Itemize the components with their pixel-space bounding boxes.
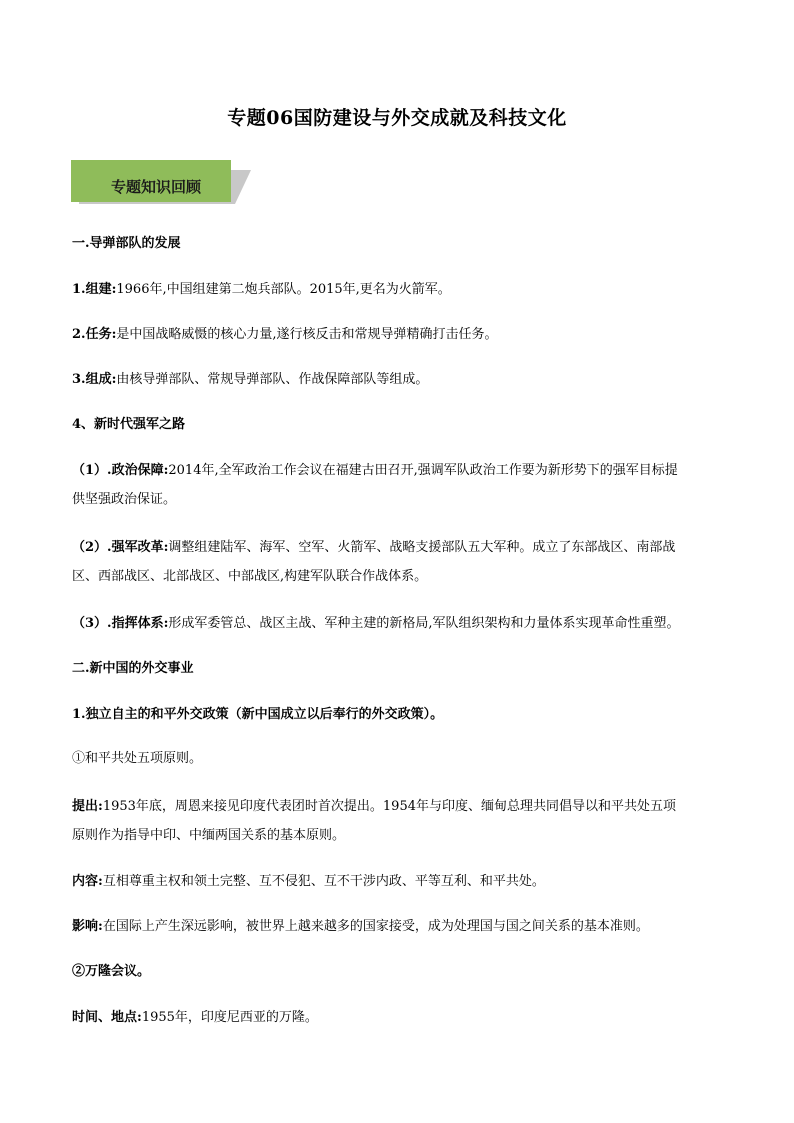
paragraph-content: 内容:互相尊重主权和领土完整、互不侵犯、互不干涉内政、平等互利、和平共处。 (72, 874, 545, 889)
paragraph-formation: 1.组建:1966年,中国组建第二炮兵部队。2015年,更名为火箭军。 (72, 282, 451, 297)
paragraph-composition: 3.组成:由核导弹部队、常规导弹部队、作战保障部队等组成。 (72, 372, 429, 387)
item-bandung: ②万隆会议。 (72, 964, 151, 979)
paragraph-reform: （2）.强军改革:调整组建陆军、海军、空军、火箭军、战略支援部队五大军种。成立了东部战区、南部战 (72, 540, 676, 555)
paragraph-proposed-cont: 原则作为指导中印、中缅两国关系的基本原则。 (72, 828, 346, 843)
paragraph-political-cont: 供坚强政治保证。 (72, 492, 177, 507)
heading-missile-forces: 一.导弹部队的发展 (72, 236, 181, 251)
paragraph-proposed: 提出:1953年底，周恩来接见印度代表团时首次提出。1954年与印度、缅甸总理共同倡导以和平共处五项 (72, 799, 676, 814)
paragraph-reform-cont: 区、西部战区、北部战区、中部战区,构建军队联合作战体系。 (72, 569, 428, 584)
paragraph-influence: 影响:在国际上产生深远影响，被世界上越来越多的国家接受，成为处理国与国之间关系的基本准则。 (72, 919, 649, 934)
paragraph-mission: 2.任务:是中国战略威慑的核心力量,遂行核反击和常规导弹精确打击任务。 (72, 327, 498, 342)
heading-foreign-policy: 1.独立自主的和平外交政策（新中国成立以后奉行的外交政策）。 (72, 707, 444, 722)
item-five-principles: ①和平共处五项原则。 (72, 751, 203, 766)
banner-label: 专题知识回顾 (110, 178, 201, 196)
paragraph-political: （1）.政治保障:2014年,全军政治工作会议在福建古田召开,强调军队政治工作要为新形势下的强军目标提 (72, 463, 678, 478)
paragraph-command: （3）.指挥体系:形成军委管总、战区主战、军种主建的新格局,军队组织架构和力量体系实现革命性重塑。 (72, 616, 680, 631)
paragraph-time-place: 时间、地点:1955年，印度尼西亚的万隆。 (72, 1010, 318, 1025)
heading-diplomacy: 二.新中国的外交事业 (72, 661, 194, 676)
heading-strong-army: 4、新时代强军之路 (72, 417, 186, 432)
page-title: 专题06国防建设与外交成就及科技文化 (227, 107, 567, 129)
